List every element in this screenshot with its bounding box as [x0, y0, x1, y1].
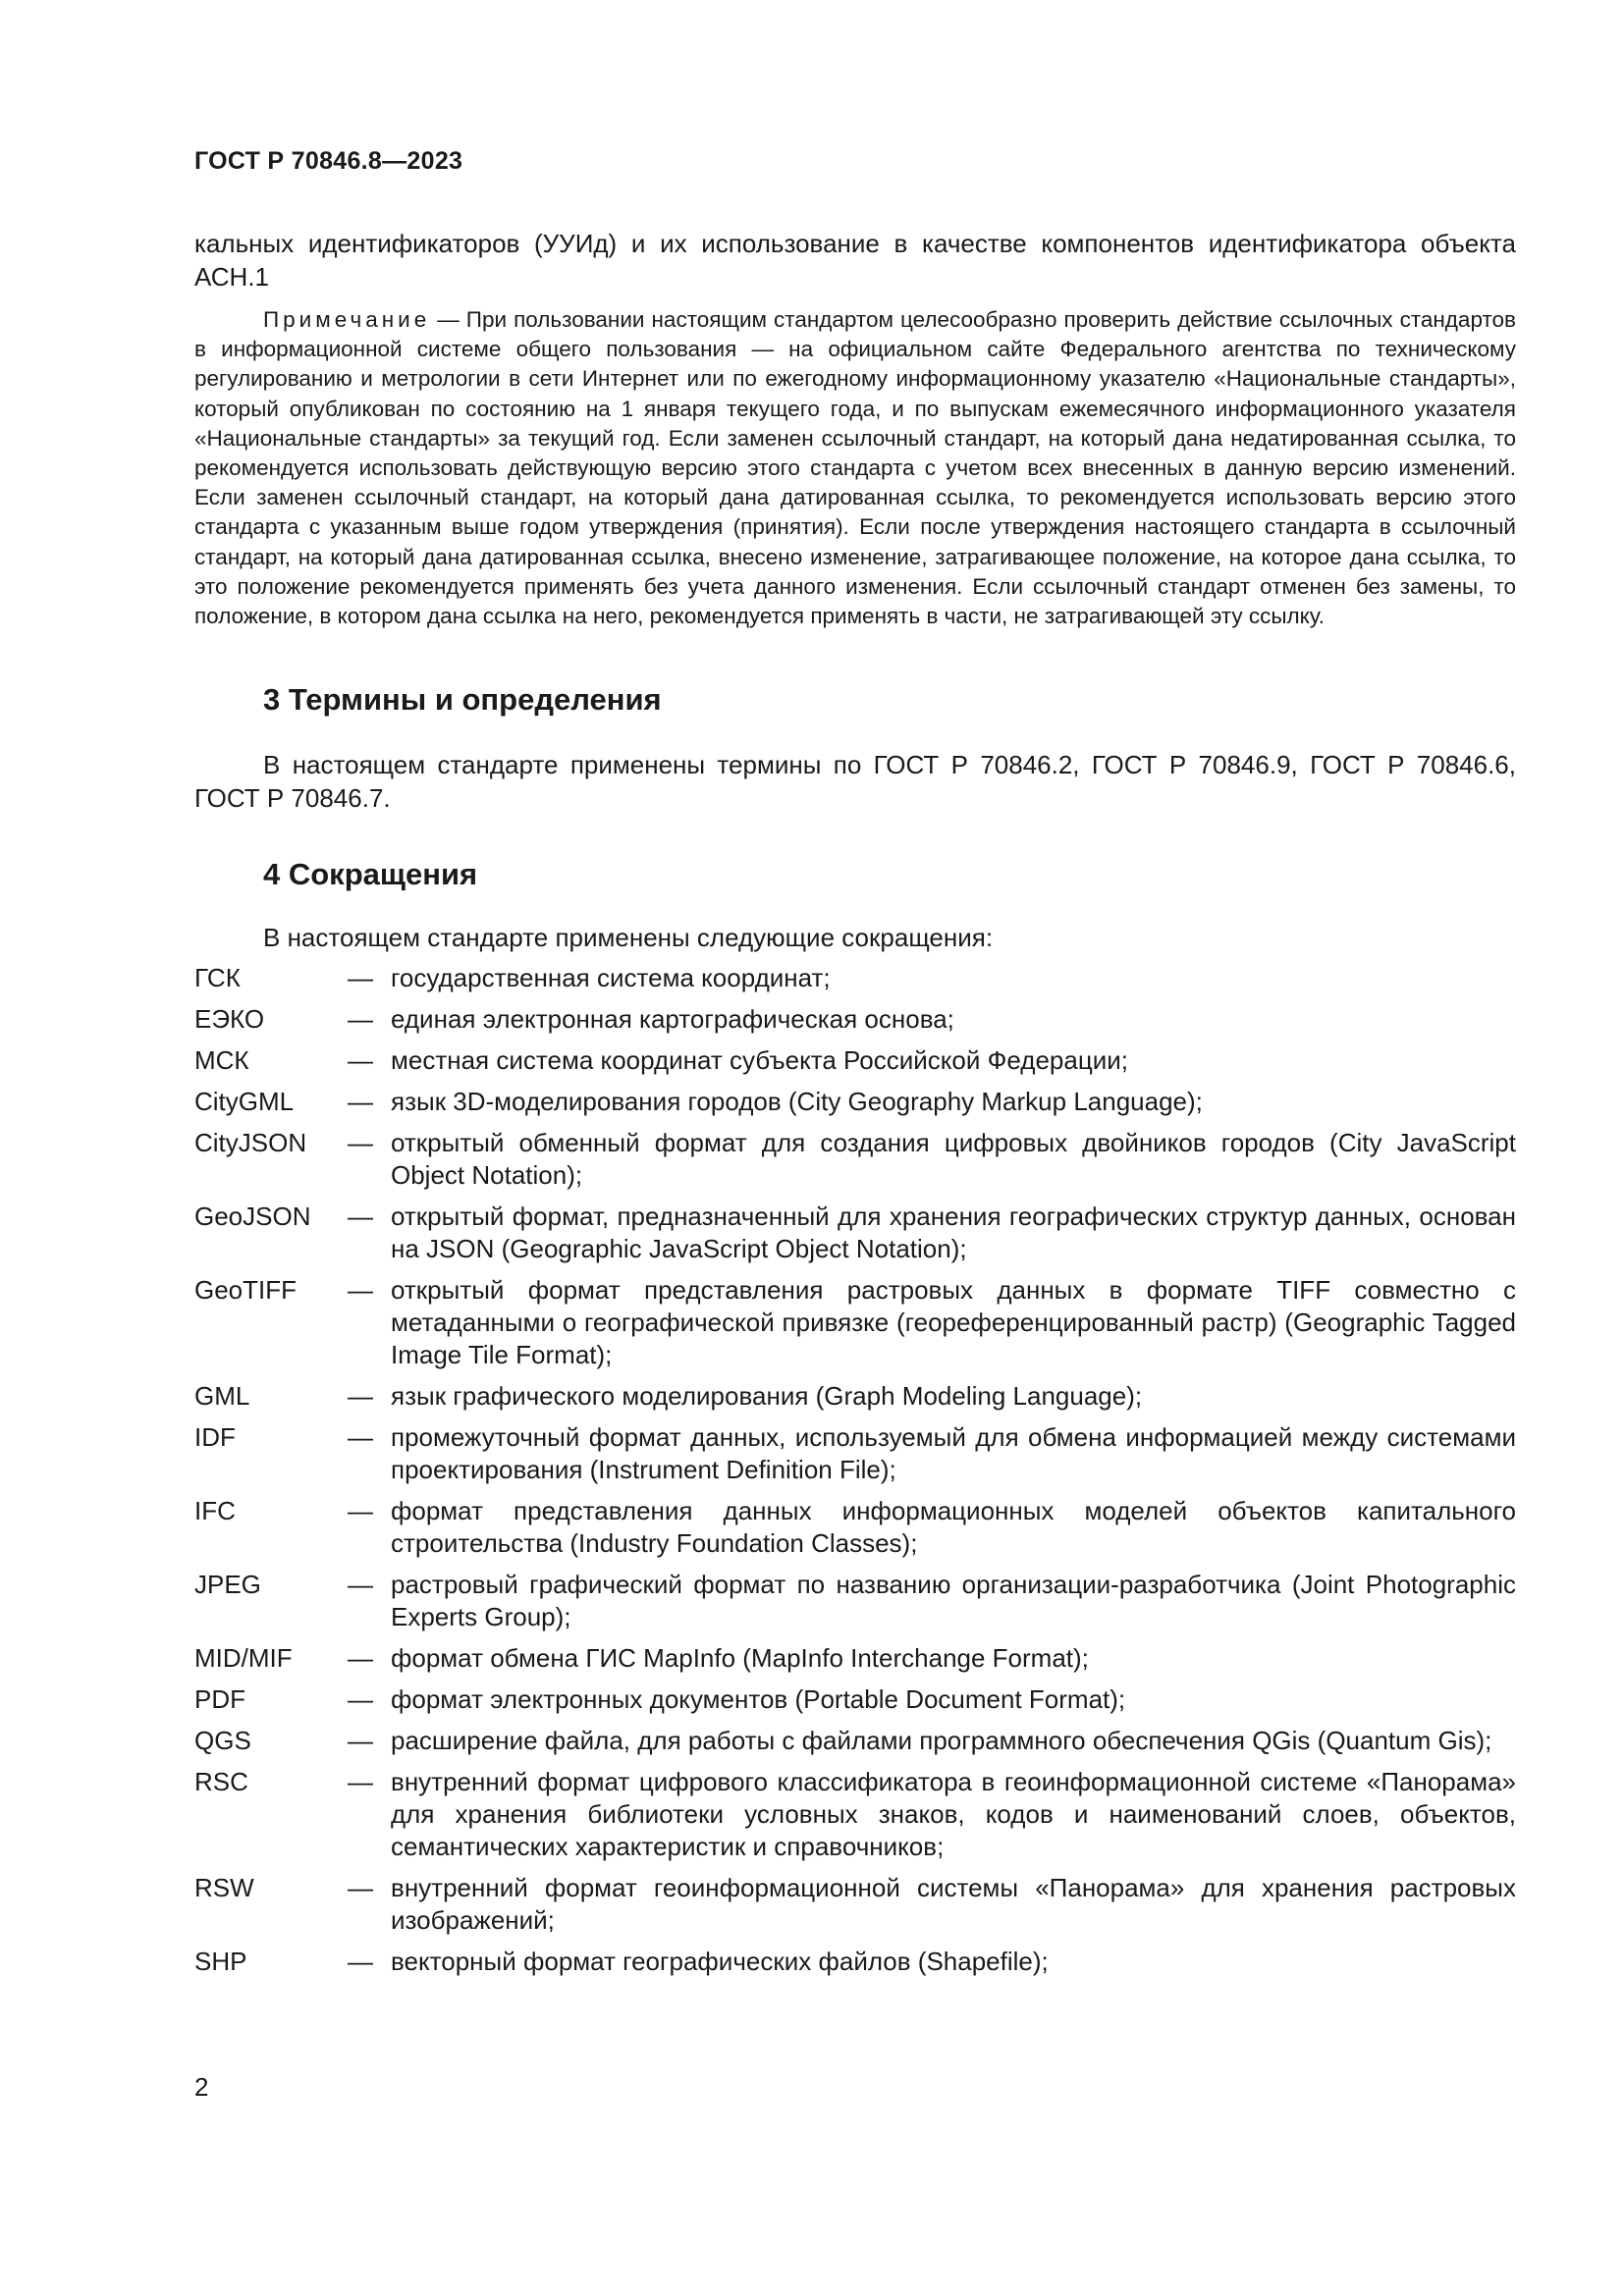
abbreviation-item	[194, 1766, 1516, 1863]
abbreviation-dash: —	[348, 1422, 373, 1453]
abbreviation-term: ЕЭКО	[194, 1004, 265, 1035]
continuation-paragraph: кальных идентификаторов (УУИд) и их использование в качестве компонентов идентификатора объекта АСН.1	[194, 229, 1516, 292]
abbreviation-item	[194, 1274, 1516, 1371]
abbreviation-dash: —	[348, 1726, 373, 1756]
abbreviation-item	[194, 1380, 1516, 1413]
abbreviation-definition: открытый формат, предназначенный для хранения географических структур данных, основан на JSON (Geographic JavaScript Object Notation);	[391, 1201, 1516, 1264]
abbreviation-item	[194, 1003, 1516, 1036]
abbreviation-definition: открытый формат представления растровых данных в формате TIFF совместно с метаданными о географической привязке (геореференцированный растр) (Geographic Tagged Image Tile Format);	[391, 1275, 1516, 1370]
note-text: — При пользовании настоящим стандартом целесообразно проверить действие ссылочных стандартов в информационной системе общего пользования — на официальном сайте Федерального агентства по техническому регулированию и метрологии в сети Интернет или по ежегодному информационному указателю «Национальные стандарты», который опубликован по состоянию на 1 января текущего года, и по выпускам ежемесячного информационного указателя «Национальные стандарты» за текущий год. Если заменен ссылочный стандарт, на который дана недатированная ссылка, то рекомендуется использовать действующую версию этого стандарта с учетом всех внесенных в данную версию изменений. Если заменен ссылочный стандарт, на который дана датированная ссылка, то рекомендуется использовать версию этого стандарта с указанным выше годом утверждения (принятия). Если после утверждения настоящего стандарта в ссылочный стандарт, на который дана датированная ссылка, внесено изменение, затрагивающее положение, на которое дана ссылка, то это положение рекомендуется применять без учета данного изменения. Если ссылочный стандарт отменен без замены, то положение, в котором дана ссылка на него, рекомендуется применять в части, не затрагивающей эту ссылку.	[194, 307, 1516, 629]
abbreviation-term: GeoTIFF	[194, 1275, 298, 1306]
abbreviation-item	[194, 1872, 1516, 1937]
abbreviation-item	[194, 1127, 1516, 1192]
abbreviation-dash: —	[348, 1201, 373, 1232]
abbreviation-definition: государственная система координат;	[391, 963, 831, 993]
abbreviation-term: PDF	[194, 1684, 245, 1715]
abbreviation-definition: язык графического моделирования (Graph Modeling Language);	[391, 1381, 1143, 1412]
abbreviation-definition: формат обмена ГИС MapInfo (MapInfo Interchange Format);	[391, 1643, 1089, 1674]
note-paragraph	[194, 305, 1516, 631]
abbreviation-definition: векторный формат географических файлов (Shapefile);	[391, 1947, 1049, 1977]
abbreviation-definition: местная система координат субъекта Российской Федерации;	[391, 1045, 1128, 1076]
abbreviation-definition: формат электронных документов (Portable Document Format);	[391, 1684, 1126, 1715]
section-4-heading: 4 Сокращения	[263, 857, 478, 892]
abbreviation-item	[194, 1421, 1516, 1486]
abbreviation-term: RSC	[194, 1767, 248, 1797]
abbreviation-dash: —	[348, 1873, 373, 1903]
abbreviation-definition: внутренний формат цифрового классификатора в геоинформационной системе «Панорама» для хранения библиотеки условных знаков, кодов и наименований слоев, объектов, семантических характеристик и справочников;	[391, 1767, 1516, 1862]
abbreviation-term: RSW	[194, 1873, 254, 1903]
document-header: ГОСТ Р 70846.8—2023	[194, 147, 463, 175]
abbreviation-dash: —	[348, 963, 373, 993]
abbreviation-item	[194, 1569, 1516, 1633]
abbreviations-list	[194, 962, 1516, 1978]
abbreviation-term: SHP	[194, 1947, 247, 1977]
abbreviation-definition: внутренний формат геоинформационной системы «Панорама» для хранения растровых изображений;	[391, 1873, 1516, 1936]
abbreviation-item	[194, 1044, 1516, 1077]
abbreviation-definition: растровый графический формат по названию организации-разработчика (Joint Photographic Experts Group);	[391, 1570, 1516, 1632]
section-4-intro: В настоящем стандарте применены следующие сокращения:	[263, 923, 994, 953]
abbreviation-item	[194, 1725, 1516, 1757]
abbreviation-item	[194, 962, 1516, 994]
abbreviation-term: JPEG	[194, 1570, 261, 1600]
abbreviation-dash: —	[348, 1570, 373, 1600]
abbreviation-definition: единая электронная картографическая основа;	[391, 1004, 954, 1035]
abbreviation-definition: формат представления данных информационных моделей объектов капитального строительства (Industry Foundation Classes);	[391, 1496, 1516, 1559]
abbreviation-item	[194, 1201, 1516, 1265]
abbreviation-definition: язык 3D-моделирования городов (City Geography Markup Language);	[391, 1087, 1203, 1117]
abbreviation-item	[194, 1086, 1516, 1118]
abbreviation-term: IFC	[194, 1496, 236, 1526]
abbreviation-dash: —	[348, 1004, 373, 1035]
abbreviation-term: QGS	[194, 1726, 251, 1756]
abbreviation-item	[194, 1683, 1516, 1716]
abbreviation-item	[194, 1642, 1516, 1675]
abbreviation-dash: —	[348, 1643, 373, 1674]
abbreviation-definition: открытый обменный формат для создания цифровых двойников городов (City JavaScript Object Notation);	[391, 1128, 1516, 1191]
abbreviation-dash: —	[348, 1128, 373, 1158]
page-number: 2	[194, 2072, 209, 2102]
abbreviation-definition: промежуточный формат данных, используемый для обмена информацией между системами проектирования (Instrument Definition File);	[391, 1422, 1516, 1485]
abbreviation-dash: —	[348, 1381, 373, 1412]
document-page	[194, 147, 1516, 1978]
abbreviation-term: MID/MIF	[194, 1643, 293, 1674]
section-3-paragraph: В настоящем стандарте применены термины по ГОСТ Р 70846.2, ГОСТ Р 70846.9, ГОСТ Р 70846.6, ГОСТ Р 70846.7.	[194, 750, 1516, 814]
abbreviation-term: GML	[194, 1381, 250, 1412]
note-label: Примечание	[263, 307, 431, 332]
abbreviation-dash: —	[348, 1947, 373, 1977]
abbreviation-term: GeoJSON	[194, 1201, 311, 1232]
abbreviation-dash: —	[348, 1087, 373, 1117]
abbreviation-term: МСК	[194, 1045, 249, 1076]
abbreviation-item	[194, 1495, 1516, 1560]
abbreviation-dash: —	[348, 1496, 373, 1526]
abbreviation-definition: расширение файла, для работы с файлами программного обеспечения QGis (Quantum Gis);	[391, 1726, 1492, 1756]
abbreviation-term: IDF	[194, 1422, 236, 1453]
abbreviation-term: CityGML	[194, 1087, 295, 1117]
abbreviation-dash: —	[348, 1275, 373, 1306]
abbreviation-dash: —	[348, 1045, 373, 1076]
section-3-heading: 3 Термины и определения	[263, 682, 662, 718]
abbreviation-dash: —	[348, 1684, 373, 1715]
abbreviation-term: ГСК	[194, 963, 241, 993]
abbreviation-item	[194, 1946, 1516, 1978]
abbreviation-dash: —	[348, 1767, 373, 1797]
abbreviation-term: CityJSON	[194, 1128, 307, 1158]
